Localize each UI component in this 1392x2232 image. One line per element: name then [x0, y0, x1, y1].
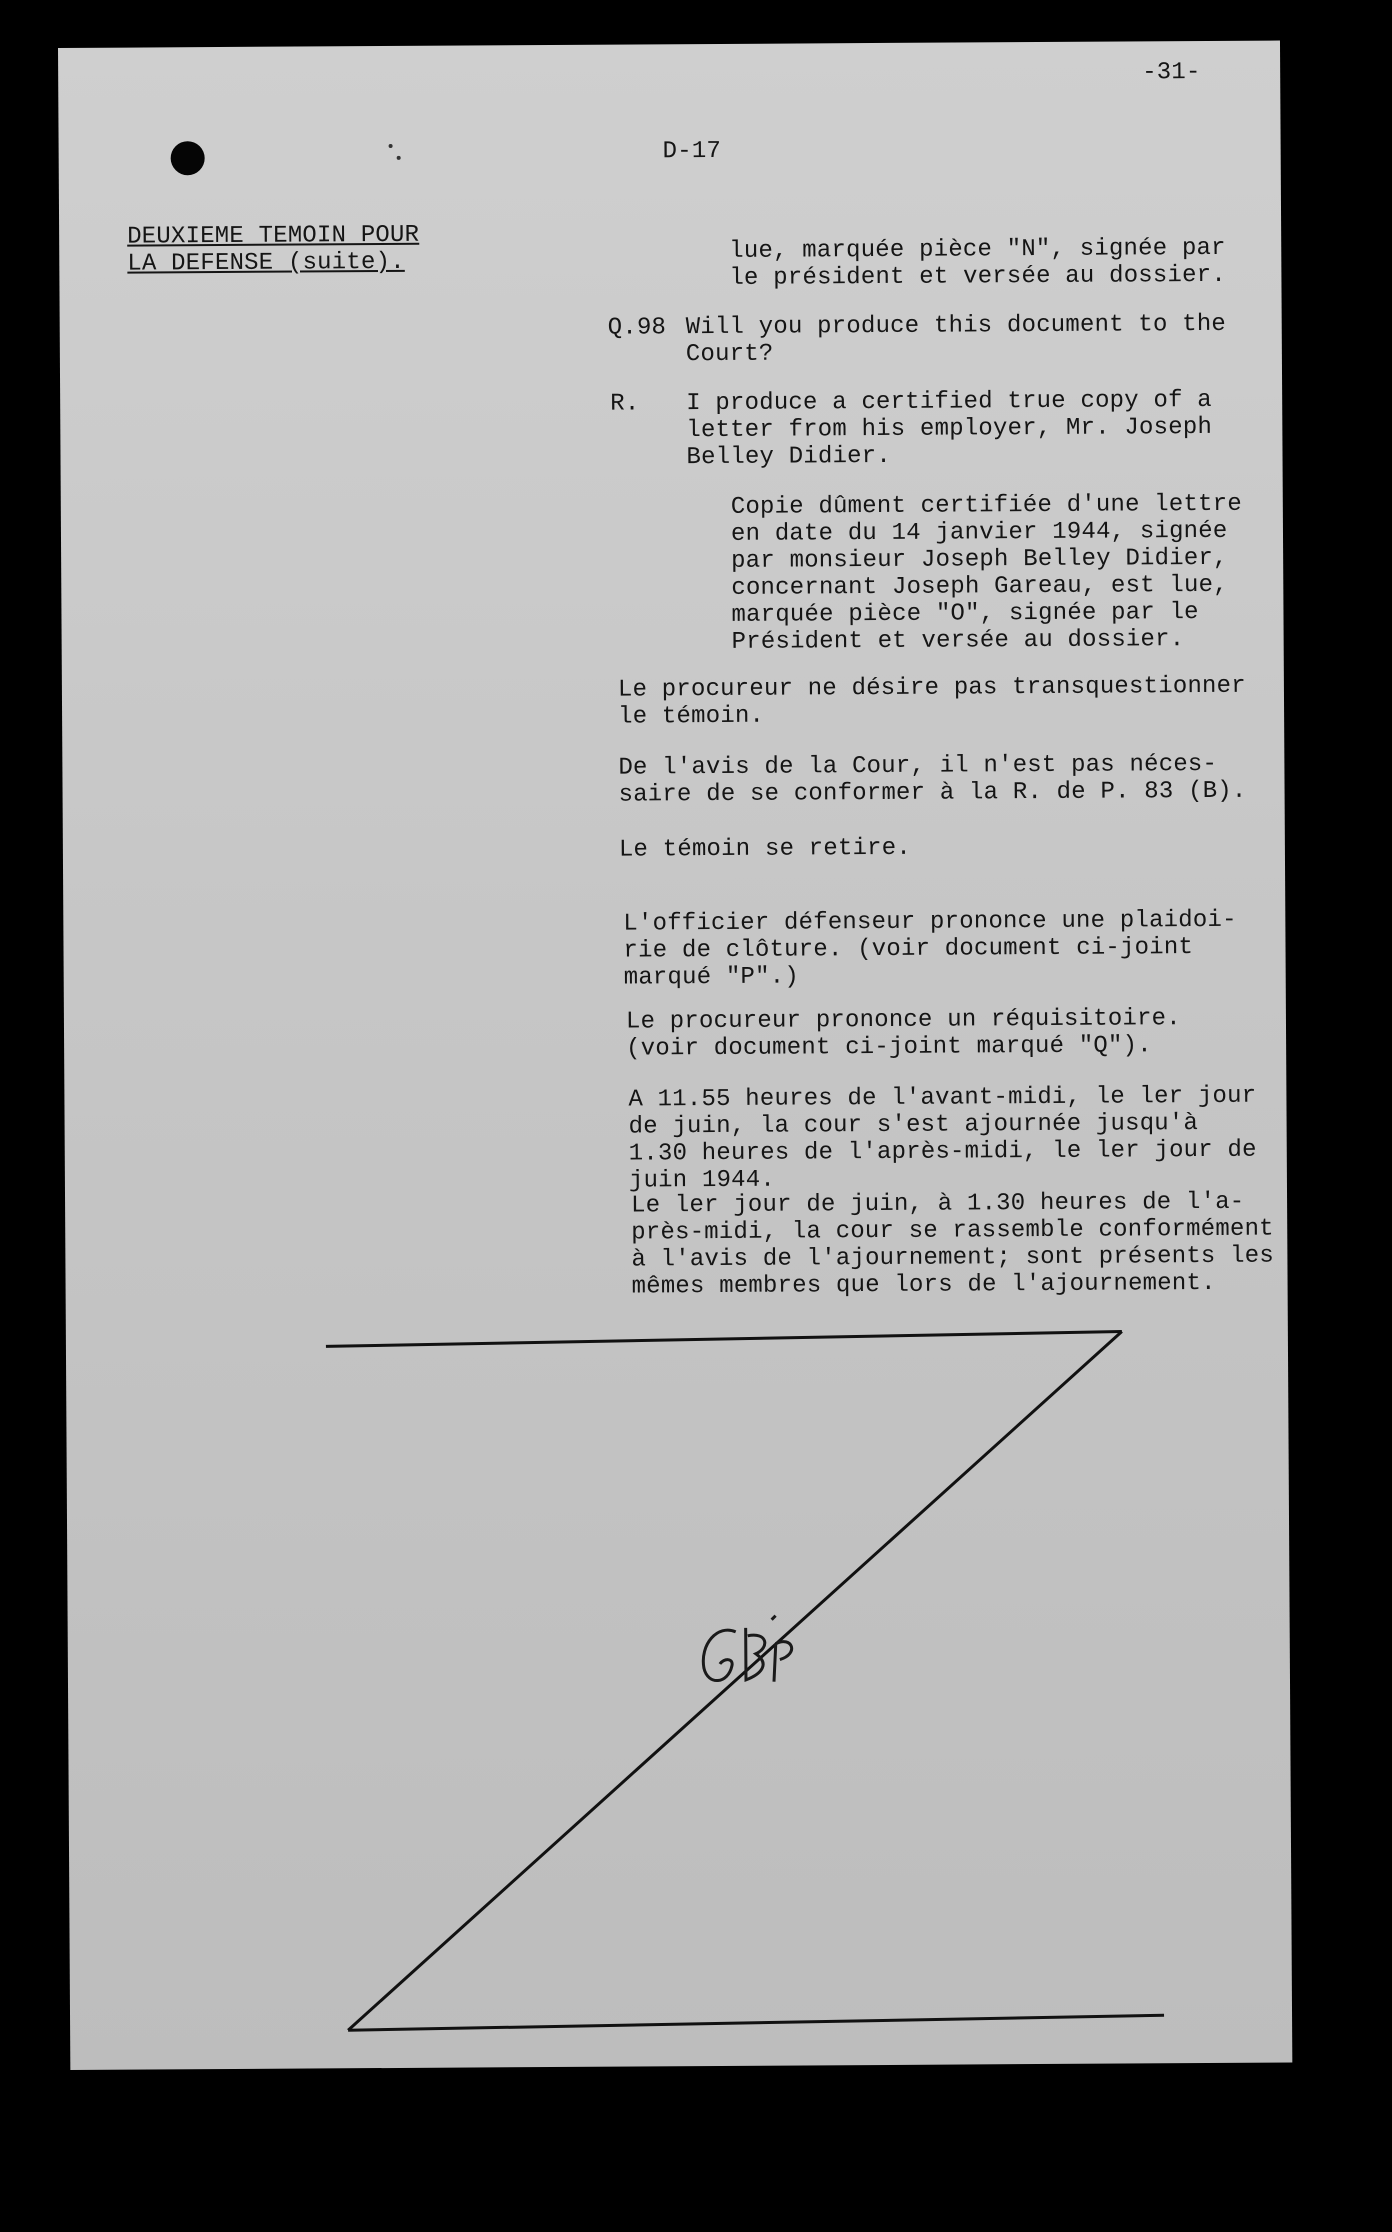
text-line: lue, marquée pièce "N", signée par	[729, 234, 1226, 265]
response-label: R.	[610, 390, 640, 418]
text-line: concernant Joseph Gareau, est lue,	[731, 571, 1228, 602]
text-line: par monsieur Joseph Belley Didier,	[731, 544, 1228, 575]
text-line: en date du 14 janvier 1944, signée	[730, 517, 1228, 548]
text-line: A 11.55 heures de l'avant-midi, le ler jour	[628, 1082, 1257, 1114]
text-line: mêmes membres que lors de l'ajournement.	[631, 1269, 1216, 1301]
text-line: Le ler jour de juin, à 1.30 heures de l'a-	[631, 1188, 1245, 1220]
question-label: Q.98	[607, 314, 667, 342]
text-line: letter from his employer, Mr. Joseph	[686, 413, 1213, 445]
text-line: De l'avis de la Cour, il n'est pas néces-	[618, 750, 1218, 782]
text-line: juin 1944.	[628, 1166, 776, 1195]
text-line: Président et versée au dossier.	[731, 626, 1185, 656]
text-line: Le procureur prononce un réquisitoire.	[625, 1005, 1181, 1036]
cancellation-z-mark	[58, 41, 1292, 2070]
handwritten-initials	[688, 1613, 819, 1704]
z-top-line	[326, 1332, 1122, 1347]
text-line: le témoin.	[618, 702, 765, 731]
text-line: marquée pièce "O", signée par le	[731, 599, 1199, 629]
text-line: près-midi, la cour se rassemble conformément	[631, 1215, 1274, 1247]
text-line: à l'avis de l'ajournement; sont présents les	[631, 1242, 1275, 1274]
text-line: Court?	[685, 340, 774, 369]
document-reference: D-17	[662, 137, 722, 166]
text-line: de juin, la cour s'est ajournée jusqu'à	[628, 1110, 1199, 1141]
text-line: Copie dûment certifiée d'une lettre	[730, 490, 1242, 521]
z-bottom-line	[348, 2015, 1164, 2030]
section-heading-line: LA DEFENSE (suite).	[127, 248, 405, 278]
text-line: Will you produce this document to the	[685, 310, 1227, 342]
document-page	[58, 41, 1292, 2070]
text-line: I produce a certified true copy of a	[686, 386, 1212, 418]
text-line: L'officier défenseur prononce une plaidoi-	[623, 906, 1237, 938]
text-line: le président et versée au dossier.	[729, 261, 1226, 292]
section-heading-line: DEUXIEME TEMOIN POUR	[127, 221, 420, 251]
text-line: marqué "P".)	[623, 963, 800, 992]
paragraph-witness-withdraws: Le témoin se retire.	[618, 834, 912, 864]
text-line: Belley Didier.	[686, 442, 892, 472]
page-number: -31-	[1142, 59, 1201, 87]
text-line: 1.30 heures de l'après-midi, le ler jour de	[628, 1136, 1257, 1168]
text-line: saire de se conformer à la R. de P. 83 (B).	[618, 777, 1247, 809]
text-line: rie de clôture. (voir document ci-joint	[623, 934, 1194, 965]
text-line: Le procureur ne désire pas transquestionner	[617, 672, 1246, 704]
text-line: (voir document ci-joint marqué "Q").	[626, 1032, 1152, 1063]
